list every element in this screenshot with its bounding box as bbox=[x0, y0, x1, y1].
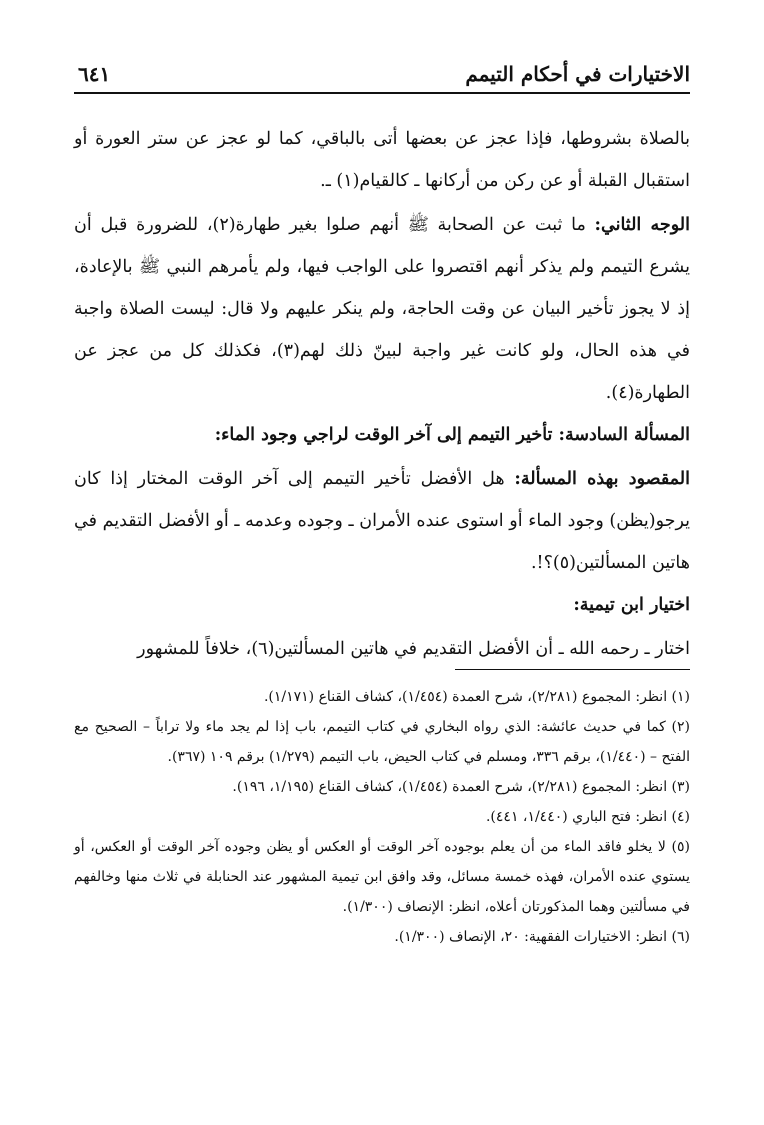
main-text bbox=[74, 118, 690, 670]
section-heading-ibn-taymiyya: اختيار ابن تيمية: bbox=[573, 595, 690, 615]
footnote-4: (٤) انظر: فتح الباري (١/٤٤٠، ٤٤١). bbox=[485, 809, 690, 825]
paragraph-2-lead: الوجه الثاني: bbox=[594, 215, 690, 235]
paragraph-1 bbox=[74, 118, 690, 202]
page-number: ٦٤١ bbox=[78, 62, 111, 86]
paragraph-1-text: بالصلاة بشروطها، فإذا عجز عن بعضها أتى بالباقي، كما لو عجز عن ستر العورة أو استقبال القبلة أو عن ركن من أركانها ـ كالقيام(١) ـ. bbox=[74, 129, 690, 191]
paragraph-4-text: اختار ـ رحمه الله ـ أن الأفضل التقديم في هاتين المسألتين(٦)، خلافاً للمشهور bbox=[137, 639, 690, 659]
footnote-1: (١) انظر: المجموع (٢/٢٨١)، شرح العمدة (١/٤٥٤)، كشاف القناع (١/١٧١). bbox=[263, 689, 690, 705]
footnote-separator bbox=[455, 669, 690, 670]
footnote-6: (٦) انظر: الاختيارات الفقهية: ٢٠، الإنصاف (١/٣٠٠). bbox=[394, 929, 690, 945]
page-header bbox=[74, 60, 690, 94]
paragraph-2-text: ما ثبت عن الصحابة ﷺ أنهم صلوا بغير طهارة(٢)، للضرورة قبل أن يشرع التيمم ولم يذكر أنهم اقتصروا على الواجب فيها، ولم يأمرهم النبي ﷺ بالإعادة، إذ لا يجوز تأخير البيان عن وقت الحاجة، ولم ينكر عليهم ولا قال: ليست الصلاة واجبة في هذه الحال، ولو كانت غير واجبة لبينّ ذلك لهم(٣)، فكذلك كل من عجز عن الطهارة(٤). bbox=[74, 215, 690, 403]
footnote-5: (٥) لا يخلو فاقد الماء من أن يعلم بوجوده آخر الوقت أو العكس أو يظن وجوده آخر الوقت أو العكس، أو يستوي عنده الأمران، فهذه خمسة مسائل، وقد وافق ابن تيمية المشهور عند الحنابلة في ثلاث منها وخالفهم في مسألتين وهما المذكورتان أعلاه، انظر: الإنصاف (١/٣٠٠). bbox=[74, 839, 690, 915]
footnote-3: (٣) انظر: المجموع (٢/٢٨١)، شرح العمدة (١/٤٥٤)، كشاف القناع (١/١٩٥، ١٩٦). bbox=[232, 779, 690, 795]
footnote-2: (٢) كما في حديث عائشة: الذي رواه البخاري في كتاب التيمم، باب إذا لم يجد ماء ولا تراباً – الصحيح مع الفتح – (١/٤٤٠)، برقم ٣٣٦، ومسلم في كتاب الحيض، باب التيمم (١/٢٧٩) برقم ١٠٩ (٣٦٧). bbox=[74, 719, 690, 765]
paragraph-3 bbox=[74, 458, 690, 584]
paragraph-2 bbox=[74, 204, 690, 414]
paragraph-3-text: هل الأفضل تأخير التيمم إلى آخر الوقت المختار إذا كان يرجو(يظن) وجود الماء أو استوى عنده الأمران ـ وجوده وعدمه ـ أو الأفضل التقديم في هاتين المسألتين(٥)؟!. bbox=[74, 469, 690, 573]
section-heading-sixth-issue: المسألة السادسة: تأخير التيمم إلى آخر الوقت لراجي وجود الماء: bbox=[214, 425, 690, 445]
paragraph-3-lead: المقصود بهذه المسألة: bbox=[514, 469, 690, 489]
running-title: الاختيارات في أحكام التيمم bbox=[465, 62, 690, 86]
footnotes bbox=[74, 682, 690, 952]
paragraph-4 bbox=[74, 628, 690, 670]
